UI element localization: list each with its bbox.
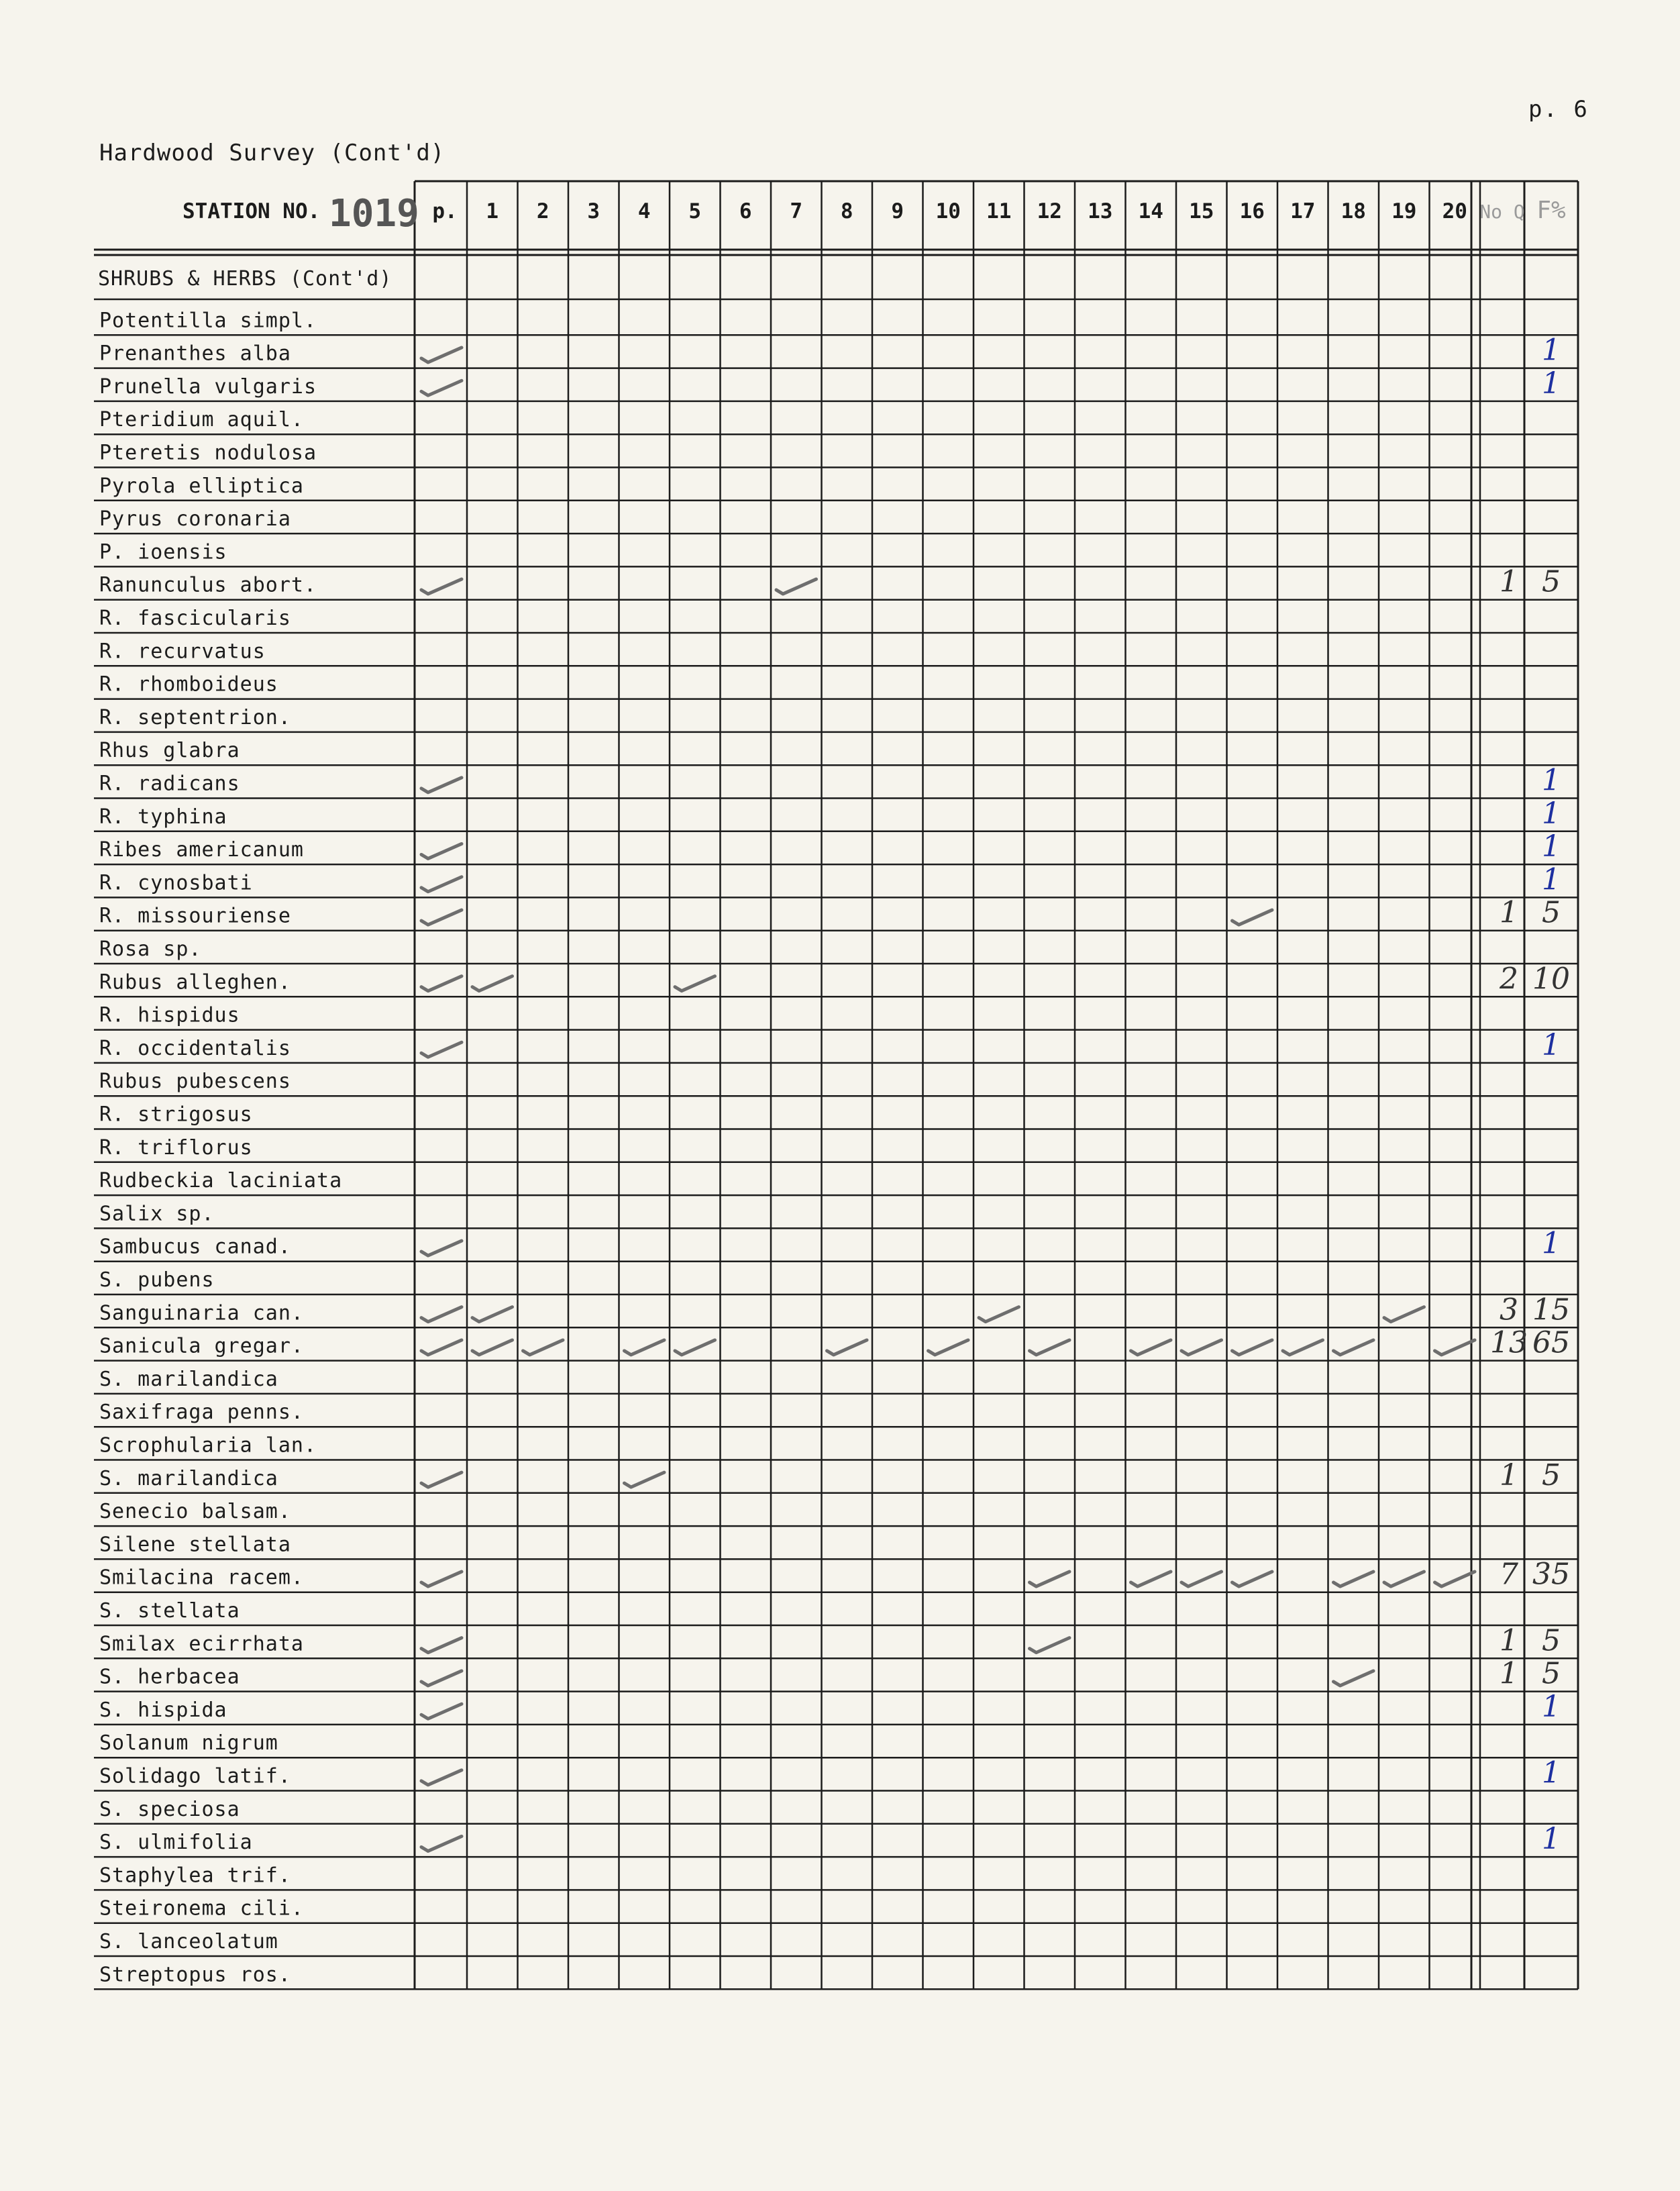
species-name: R. recurvatus: [99, 640, 266, 664]
frequency-percent: 5: [1542, 895, 1561, 930]
frequency-percent: 1: [1542, 333, 1561, 368]
column-header-f: F%: [1536, 197, 1566, 224]
check-mark: [1030, 1572, 1070, 1586]
species-name: Rubus pubescens: [99, 1070, 291, 1094]
check-mark: [1232, 1572, 1273, 1586]
frequency-percent: 1: [1542, 1822, 1561, 1857]
check-mark: [1384, 1307, 1424, 1322]
column-header: 11: [986, 199, 1012, 223]
frequency-percent: 1: [1542, 862, 1561, 897]
species-name: R. septentrion.: [99, 705, 291, 729]
species-name: R. fascicularis: [99, 607, 291, 630]
check-mark: [1232, 1340, 1273, 1355]
page-number: p. 6: [1528, 96, 1589, 123]
column-header: 2: [536, 199, 549, 223]
species-name: Staphylea trif.: [99, 1864, 291, 1888]
frequency-percent: 35: [1532, 1557, 1570, 1592]
check-mark: [827, 1340, 868, 1355]
check-mark: [421, 1472, 462, 1487]
frequency-percent: 5: [1542, 564, 1561, 599]
frequency-percent: 1: [1542, 1755, 1561, 1790]
column-header: 15: [1189, 199, 1214, 223]
station-number: 1019: [329, 192, 419, 236]
column-header: 8: [840, 199, 853, 223]
frequency-percent: 10: [1532, 962, 1570, 997]
check-mark: [1334, 1671, 1374, 1686]
species-name: Rudbeckia laciniata: [99, 1169, 343, 1193]
species-name: R. cynosbati: [99, 871, 253, 895]
check-mark: [1334, 1340, 1374, 1355]
occurrence-count: 1: [1500, 1656, 1518, 1691]
frequency-percent: 65: [1532, 1325, 1570, 1360]
species-name: Sanicula gregar.: [99, 1334, 304, 1358]
frequency-percent: 1: [1542, 1226, 1561, 1261]
check-mark: [675, 976, 715, 991]
species-name: S. ulmifolia: [99, 1831, 253, 1855]
occurrence-count: 1: [1500, 564, 1518, 599]
species-name: Solanum nigrum: [99, 1731, 278, 1755]
check-mark: [421, 976, 462, 991]
check-mark: [1182, 1340, 1222, 1355]
check-mark: [1334, 1572, 1374, 1586]
check-mark: [1384, 1572, 1424, 1586]
column-header: 6: [739, 199, 752, 223]
species-name: S. speciosa: [99, 1797, 240, 1821]
species-name: Ribes americanum: [99, 838, 304, 862]
check-mark: [1030, 1638, 1070, 1653]
check-mark: [421, 1770, 462, 1785]
check-mark: [421, 1307, 462, 1322]
species-name: Salix sp.: [99, 1202, 215, 1226]
species-name: Silene stellata: [99, 1533, 291, 1557]
occurrence-count: 1: [1500, 895, 1518, 930]
species-name: R. typhina: [99, 805, 227, 829]
check-mark: [472, 976, 513, 991]
occurrence-count: 1: [1500, 1623, 1518, 1658]
species-name: Pteridium aquil.: [99, 408, 304, 432]
species-name: P. ioensis: [99, 540, 227, 564]
species-name: Rhus glabra: [99, 739, 240, 763]
species-name: Senecio balsam.: [99, 1500, 291, 1524]
frequency-percent: 1: [1542, 1689, 1561, 1724]
column-header: 1: [486, 199, 499, 223]
species-name: Saxifraga penns.: [99, 1400, 304, 1425]
species-name: Smilax ecirrhata: [99, 1632, 304, 1656]
check-mark: [1232, 910, 1273, 925]
frequency-percent: 1: [1542, 366, 1561, 401]
species-name: Ranunculus abort.: [99, 573, 317, 597]
species-name: R. triflorus: [99, 1135, 253, 1160]
species-name: S. herbacea: [99, 1665, 240, 1689]
check-mark: [421, 1241, 462, 1256]
species-name: R. occidentalis: [99, 1036, 291, 1060]
species-name: Rosa sp.: [99, 937, 202, 961]
check-mark: [421, 1836, 462, 1851]
species-name: Sanguinaria can.: [99, 1301, 304, 1325]
species-name: R. radicans: [99, 772, 240, 796]
check-mark: [421, 1340, 462, 1355]
species-name: Smilacina racem.: [99, 1566, 304, 1590]
column-header: 12: [1037, 199, 1062, 223]
species-name: S. marilandica: [99, 1367, 278, 1391]
frequency-percent: 5: [1542, 1656, 1561, 1691]
species-name: Pyrus coronaria: [99, 507, 291, 531]
check-mark: [1283, 1340, 1323, 1355]
check-mark: [1131, 1572, 1171, 1586]
check-mark: [1435, 1340, 1475, 1355]
check-mark: [675, 1340, 715, 1355]
check-mark: [1182, 1572, 1222, 1586]
species-name: R. missouriense: [99, 904, 291, 928]
species-name: S. hispida: [99, 1698, 227, 1722]
occurrence-count: 7: [1500, 1557, 1518, 1592]
species-name: Rubus alleghen.: [99, 970, 291, 995]
frequency-percent: 1: [1542, 763, 1561, 798]
check-mark: [421, 1704, 462, 1719]
station-label: STATION NO.: [182, 199, 321, 223]
species-name: S. stellata: [99, 1599, 240, 1623]
check-mark: [523, 1340, 564, 1355]
check-mark: [421, 877, 462, 892]
occurrence-count: 2: [1500, 962, 1518, 997]
frequency-percent: 1: [1542, 1027, 1561, 1062]
check-mark: [421, 1638, 462, 1653]
species-name: S. lanceolatum: [99, 1930, 278, 1953]
species-name: Sambucus canad.: [99, 1235, 291, 1259]
check-mark: [472, 1307, 513, 1322]
check-mark: [421, 778, 462, 793]
column-header: 3: [587, 199, 600, 223]
species-name: Scrophularia lan.: [99, 1433, 317, 1458]
species-name: Streptopus ros.: [99, 1963, 291, 1987]
section-label: SHRUBS & HERBS (Cont'd): [98, 267, 392, 291]
column-header: 10: [935, 199, 961, 223]
column-header-p: p.: [432, 199, 458, 223]
check-mark: [421, 910, 462, 925]
species-name: S. pubens: [99, 1268, 215, 1292]
species-name: Pteretis nodulosa: [99, 441, 317, 465]
check-mark: [472, 1340, 513, 1355]
column-header: 13: [1088, 199, 1113, 223]
column-header: 9: [891, 199, 904, 223]
frequency-percent: 1: [1542, 796, 1561, 831]
check-mark: [1435, 1572, 1475, 1586]
check-mark: [1030, 1340, 1070, 1355]
check-mark: [421, 1572, 462, 1586]
column-header: 20: [1442, 199, 1467, 223]
species-name: Pyrola elliptica: [99, 474, 304, 498]
frequency-percent: 5: [1542, 1458, 1561, 1492]
check-mark: [421, 380, 462, 395]
column-header: 4: [637, 199, 651, 223]
frequency-percent: 5: [1542, 1623, 1561, 1658]
check-mark: [929, 1340, 969, 1355]
check-mark: [421, 844, 462, 858]
check-mark: [979, 1307, 1019, 1322]
species-name: Prunella vulgaris: [99, 374, 317, 399]
species-name: Solidago latif.: [99, 1764, 291, 1788]
species-name: R. hispidus: [99, 1003, 240, 1027]
occurrence-count: 1: [1500, 1458, 1518, 1492]
check-mark: [421, 579, 462, 594]
check-mark: [421, 1042, 462, 1057]
column-header: 18: [1341, 199, 1366, 223]
species-name: R. strigosus: [99, 1103, 253, 1127]
species-name: S. marilandica: [99, 1466, 278, 1490]
check-mark: [1131, 1340, 1171, 1355]
frequency-percent: 1: [1542, 829, 1561, 864]
occurrence-count: 13: [1490, 1325, 1528, 1360]
species-name: Potentilla simpl.: [99, 309, 317, 333]
column-header: 7: [790, 199, 803, 223]
check-mark: [776, 579, 817, 594]
check-mark: [625, 1472, 665, 1487]
column-header: 14: [1138, 199, 1163, 223]
column-header: 19: [1392, 199, 1417, 223]
column-header: 17: [1290, 199, 1316, 223]
column-header-no: No Q: [1479, 201, 1525, 223]
occurrence-count: 3: [1500, 1292, 1518, 1327]
check-mark: [421, 1671, 462, 1686]
column-header: 5: [688, 199, 702, 223]
species-name: Steironema cili.: [99, 1896, 304, 1921]
check-mark: [625, 1340, 665, 1355]
page-title: Hardwood Survey (Cont'd): [99, 140, 445, 166]
frequency-percent: 15: [1532, 1292, 1570, 1327]
species-name: R. rhomboideus: [99, 672, 278, 697]
check-mark: [421, 348, 462, 362]
species-name: Prenanthes alba: [99, 342, 291, 366]
column-header: 16: [1239, 199, 1265, 223]
